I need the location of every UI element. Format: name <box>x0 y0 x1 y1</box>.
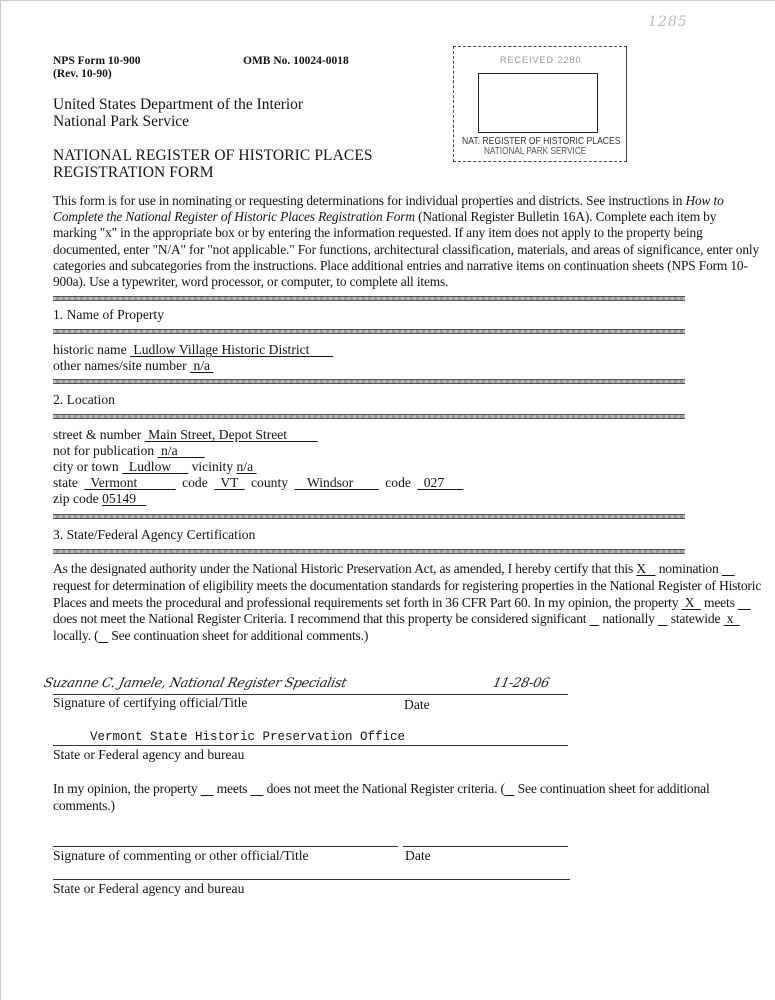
nomination-checkbox[interactable]: X <box>636 561 656 576</box>
zip-label: zip code <box>53 491 99 506</box>
omb-number: OMB No. 10024-0018 <box>243 55 349 67</box>
comment-agency-label: State or Federal agency and bureau <box>53 881 245 896</box>
comment-signature-line[interactable] <box>53 846 398 847</box>
other-names-label: other names/site number <box>53 358 187 373</box>
street-row <box>53 427 318 443</box>
instructions-paragraph <box>53 193 763 290</box>
section-divider <box>53 549 685 554</box>
certifying-signature[interactable]: Suzanne C. Jamele, National Register Specialist <box>42 676 348 691</box>
section-divider <box>53 379 685 384</box>
state-code-field[interactable]: VT <box>214 475 245 490</box>
date-label: Date <box>404 697 430 712</box>
continuation-sheet-checkbox[interactable] <box>98 628 108 643</box>
not-for-publication-field[interactable]: n/a <box>157 443 205 458</box>
certification-text: As the designated authority under the National Historic Preservation Act, as amended, I hereby certify that this <box>53 561 637 576</box>
county-code-field[interactable]: 027 <box>417 475 464 490</box>
form-title: NATIONAL REGISTER OF HISTORIC PLACES <box>53 147 373 164</box>
locally-checkbox[interactable]: x <box>723 611 740 627</box>
certification-text: meets <box>700 594 738 610</box>
department-name: United States Department of the Interior <box>53 96 304 113</box>
section-3-heading: 3. State/Federal Agency Certification <box>53 527 256 542</box>
county-code-label: code <box>385 475 411 490</box>
historic-name-row <box>53 342 333 358</box>
comment-signature-label: Signature of commenting or other official/Title <box>53 848 309 863</box>
agency-line <box>53 745 568 746</box>
form-subtitle: REGISTRATION FORM <box>53 164 214 181</box>
request-determination-checkbox[interactable] <box>722 561 735 576</box>
certification-text: nationally <box>599 611 658 627</box>
stamp-date-box <box>478 73 598 133</box>
stamp-received-text: RECEIVED 2280 <box>500 55 582 65</box>
zip-field[interactable]: 05149 <box>102 491 147 506</box>
certification-text: statewide <box>667 611 724 627</box>
section-divider <box>53 414 685 419</box>
comment-meets-checkbox[interactable] <box>201 781 214 796</box>
handwritten-reference-number: 1285 <box>648 14 688 30</box>
vicinity-field[interactable]: n/a <box>236 459 257 474</box>
page-edge <box>0 0 775 1</box>
section-divider <box>53 514 685 519</box>
section-divider <box>53 296 685 301</box>
city-label: city or town <box>53 459 119 474</box>
historic-name-field[interactable]: Ludlow Village Historic District <box>130 342 334 357</box>
stamp-register-text: NAT. REGISTER OF HISTORIC PLACES <box>462 135 621 147</box>
section-2-heading: 2. Location <box>53 392 115 407</box>
state-row <box>53 475 463 491</box>
certification-text: request for determination of eligibility meets the documentation standards for registering properties in the National Register of Historic Places and meets the procedural and professional requirements set forth in 36 CFR Part 60. In my opinion, the property <box>53 577 762 610</box>
signature-label: Signature of certifying official/Title <box>53 695 248 710</box>
nationally-checkbox[interactable] <box>590 611 600 626</box>
city-row <box>53 459 257 475</box>
opinion-text: does not meet the National Register criteria. ( <box>263 781 505 796</box>
county-field[interactable]: Windsor <box>294 475 379 490</box>
opinion-text: See continuation sheet for additional comments.) <box>53 781 710 813</box>
certification-text: See continuation sheet for additional comments.) <box>108 628 369 644</box>
form-revision: (Rev. 10-90) <box>53 68 112 80</box>
other-names-field[interactable]: n/a <box>190 358 214 373</box>
not-for-publication-label: not for publication <box>53 443 155 458</box>
state-label: state <box>53 475 78 490</box>
page-edge <box>0 0 1 1000</box>
comment-date-label: Date <box>405 848 431 863</box>
comment-agency-line[interactable] <box>53 879 570 880</box>
statewide-checkbox[interactable] <box>658 611 668 626</box>
street-field[interactable]: Main Street, Depot Street <box>144 427 318 442</box>
agency-name: National Park Service <box>53 113 190 130</box>
other-names-row <box>53 358 213 374</box>
state-code-label: code <box>182 475 208 490</box>
agency-bureau-label: State or Federal agency and bureau <box>53 747 245 762</box>
commenting-opinion-paragraph <box>53 781 763 815</box>
does-not-meet-checkbox[interactable] <box>738 595 751 610</box>
state-field[interactable]: Vermont <box>84 475 176 490</box>
form-number: NPS Form 10-900 <box>53 55 141 67</box>
instructions-text-continued: (National Register Bulletin 16A). Complete each item by marking "x" in the appropriate box or by entering the information requested. If any item does not apply to the property being documented, enter "N/A" for "not applicable." For functions, architectural classification, materials, and areas of significance, enter only categories and subcategories from the instructions. Place additional entries and narrative items on continuation sheets (NPS Form 10-900a). Use a typewriter, word processor, or computer, to complete all items. <box>53 209 759 290</box>
county-label: county <box>251 475 289 490</box>
not-for-publication-row <box>53 443 205 459</box>
vicinity-label: vicinity <box>191 459 234 474</box>
historic-name-label: historic name <box>53 342 127 357</box>
certification-text: does not meet the National Register Criteria. I recommend that this property be considered significant <box>53 611 590 627</box>
agency-bureau-field[interactable]: Vermont State Historic Preservation Office <box>90 730 406 744</box>
meets-criteria-checkbox[interactable]: X <box>681 594 701 610</box>
received-stamp <box>453 46 627 162</box>
certification-text: locally. ( <box>53 628 99 644</box>
instructions-title-italic: How to Complete the National Register of Historic Places Registration Form <box>53 193 724 225</box>
instructions-text: This form is for use in nominating or requesting determinations for individual properties and districts. See instructions in <box>53 193 686 208</box>
opinion-text: meets <box>213 781 251 796</box>
city-field[interactable]: Ludlow <box>122 459 189 474</box>
section-divider <box>53 329 685 334</box>
comment-date-line[interactable] <box>403 846 568 847</box>
certifying-date[interactable]: 11-28-06 <box>491 676 551 691</box>
certification-text: nomination <box>658 561 722 576</box>
comment-continuation-checkbox[interactable] <box>505 781 515 796</box>
street-label: street & number <box>53 427 142 442</box>
section-1-heading: 1. Name of Property <box>53 307 164 322</box>
stamp-service-text: NATIONAL PARK SERVICE <box>484 146 587 157</box>
comment-does-not-meet-checkbox[interactable] <box>251 781 264 796</box>
zip-row <box>53 491 146 507</box>
opinion-text: In my opinion, the property <box>53 781 201 796</box>
certification-paragraph <box>53 561 763 645</box>
